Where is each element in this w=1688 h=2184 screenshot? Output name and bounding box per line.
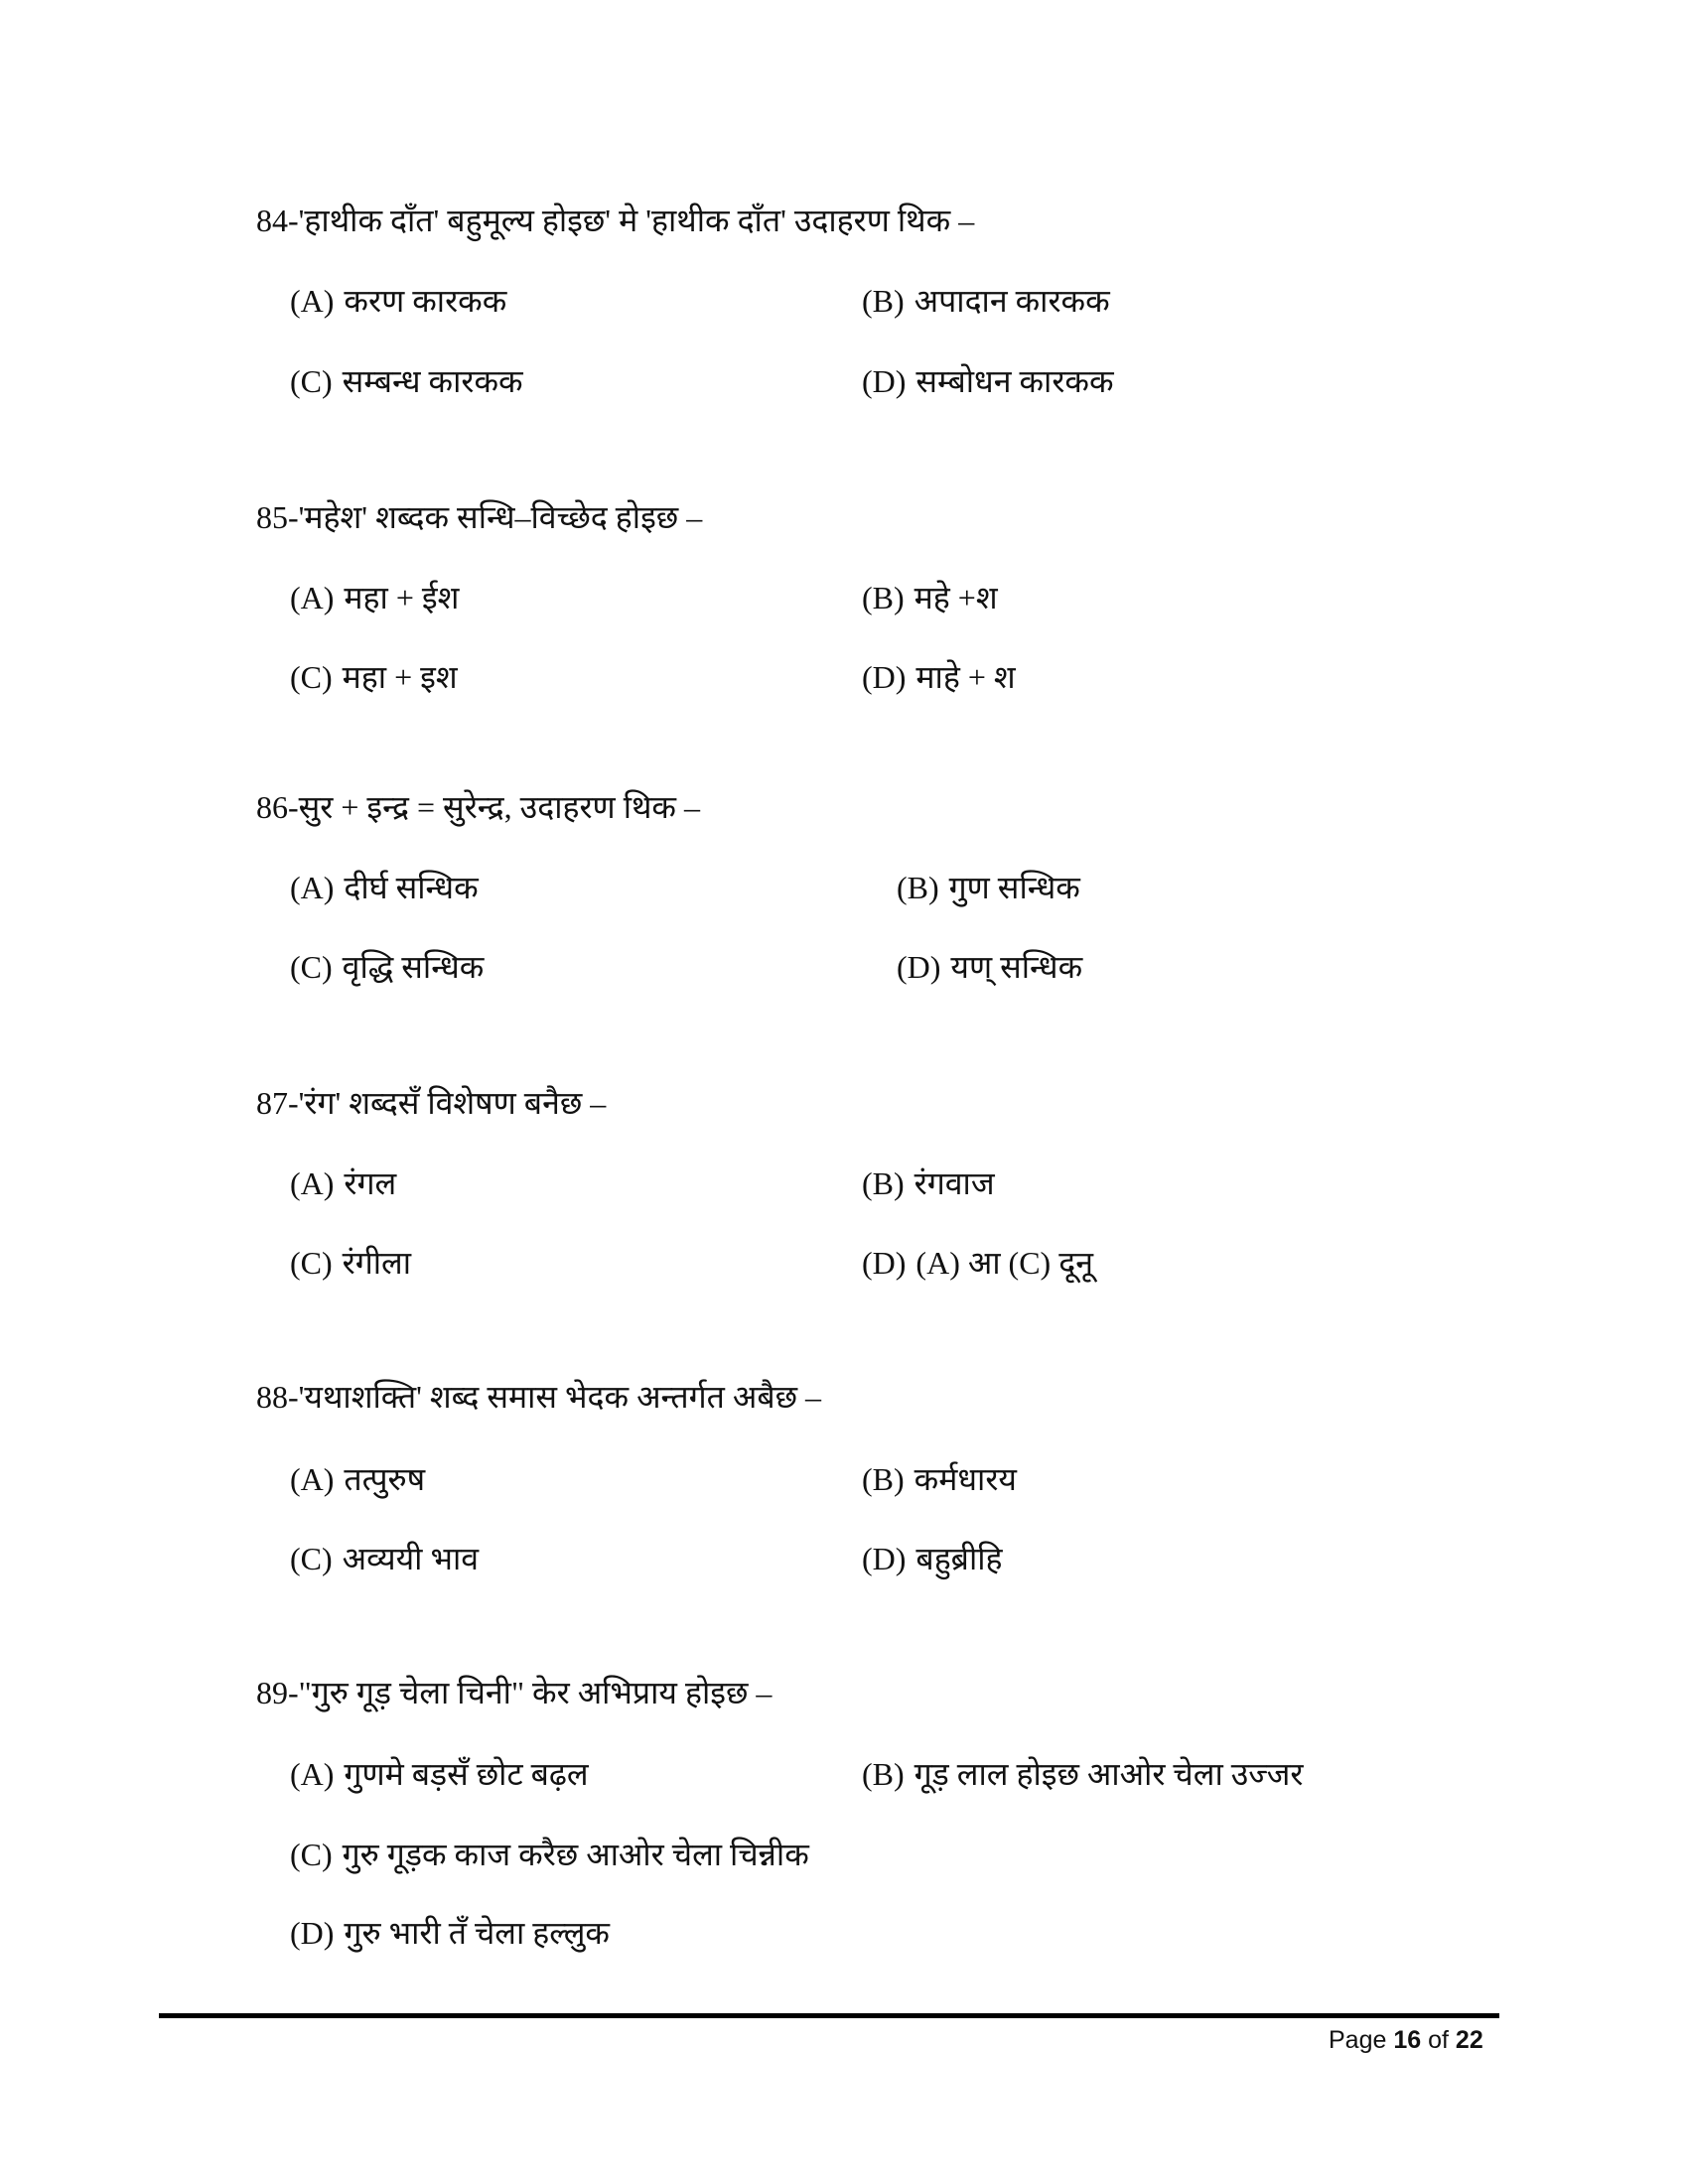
option-label: (B) bbox=[862, 1756, 905, 1792]
question-88 bbox=[256, 1377, 821, 1417]
option-label: (D) bbox=[862, 1245, 907, 1281]
option-88-a bbox=[290, 1459, 425, 1499]
option-89-d bbox=[290, 1913, 610, 1953]
option-label: (B) bbox=[897, 870, 939, 905]
option-label: (B) bbox=[862, 283, 905, 319]
option-85-b bbox=[862, 578, 998, 617]
option-84-a bbox=[290, 281, 506, 321]
option-label: (A) bbox=[290, 283, 335, 319]
option-text: बहुब्रीहि bbox=[915, 1541, 1003, 1576]
option-text: अपादान कारकक bbox=[914, 283, 1110, 319]
option-88-b bbox=[862, 1459, 1017, 1499]
option-text: रंगल bbox=[344, 1165, 397, 1201]
option-86-a bbox=[290, 868, 479, 907]
option-label: (B) bbox=[862, 1165, 905, 1201]
option-label: (D) bbox=[897, 949, 941, 985]
option-text: रंगवाज bbox=[914, 1165, 995, 1201]
option-text: महा + इश bbox=[342, 659, 458, 695]
option-label: (C) bbox=[290, 363, 333, 399]
option-text: रंगीला bbox=[342, 1245, 412, 1281]
option-87-d bbox=[862, 1243, 1093, 1283]
option-text: (A) आ (C) दूनू bbox=[915, 1245, 1093, 1281]
option-label: (D) bbox=[862, 1541, 907, 1576]
option-label: (C) bbox=[290, 949, 333, 985]
option-86-b bbox=[897, 868, 1080, 907]
option-85-c bbox=[290, 657, 458, 697]
option-89-c bbox=[290, 1835, 809, 1874]
option-text: सम्बन्ध कारकक bbox=[342, 363, 523, 399]
option-label: (B) bbox=[862, 580, 905, 615]
page-word: Page bbox=[1329, 2026, 1387, 2054]
option-86-d bbox=[897, 947, 1082, 987]
option-label: (C) bbox=[290, 659, 333, 695]
question-84 bbox=[256, 201, 974, 240]
question-text: 'रंग' शब्दसँ विशेषण बनैछ – bbox=[298, 1085, 607, 1121]
question-text: 'महेश' शब्दक सन्धि–विच्छेद होइछ – bbox=[298, 499, 703, 535]
question-number: 86- bbox=[256, 789, 299, 825]
option-text: यण् सन्धिक bbox=[950, 949, 1083, 985]
question-number: 89- bbox=[256, 1675, 299, 1710]
option-label: (C) bbox=[290, 1541, 333, 1576]
option-text: माहे + श bbox=[915, 659, 1016, 695]
question-89 bbox=[256, 1673, 772, 1712]
option-87-a bbox=[290, 1163, 396, 1203]
question-text: 'हाथीक दाँत' बहुमूल्य होइछ' मे 'हाथीक दाँत' उदाहरण थिक – bbox=[298, 203, 975, 238]
option-89-b bbox=[862, 1754, 1303, 1794]
option-text: गुरु गूड़क काज करैछ आओर चेला चिन्नीक bbox=[342, 1837, 809, 1872]
question-text: सुर + इन्द्र = सुरेन्द्र, उदाहरण थिक – bbox=[298, 789, 701, 825]
option-text: दीर्घ सन्धिक bbox=[344, 870, 479, 905]
option-88-c bbox=[290, 1539, 479, 1578]
option-84-d bbox=[862, 361, 1114, 401]
question-number: 88- bbox=[256, 1379, 299, 1415]
total-pages: 22 bbox=[1455, 2026, 1483, 2054]
question-number: 85- bbox=[256, 499, 299, 535]
question-86 bbox=[256, 787, 700, 827]
question-87 bbox=[256, 1083, 606, 1123]
option-text: गुण सन्धिक bbox=[948, 870, 1080, 905]
option-text: वृद्धि सन्धिक bbox=[342, 949, 485, 985]
option-label: (A) bbox=[290, 870, 335, 905]
option-88-d bbox=[862, 1539, 1003, 1578]
footer-divider bbox=[159, 2013, 1499, 2018]
question-85 bbox=[256, 497, 702, 537]
question-number: 84- bbox=[256, 203, 299, 238]
option-label: (D) bbox=[862, 659, 907, 695]
current-page: 16 bbox=[1393, 2026, 1422, 2054]
option-label: (C) bbox=[290, 1245, 333, 1281]
option-label: (D) bbox=[862, 363, 907, 399]
option-text: गुणमे बड़सँ छोट बढ़ल bbox=[344, 1756, 589, 1792]
option-84-b bbox=[862, 281, 1110, 321]
option-label: (A) bbox=[290, 580, 335, 615]
option-85-d bbox=[862, 657, 1016, 697]
option-text: गुरु भारी तँ चेला हल्लुक bbox=[344, 1915, 610, 1951]
option-label: (D) bbox=[290, 1915, 335, 1951]
option-label: (A) bbox=[290, 1165, 335, 1201]
option-text: कर्मधारय bbox=[914, 1461, 1017, 1497]
option-text: गूड़ लाल होइछ आओर चेला उज्जर bbox=[914, 1756, 1304, 1792]
option-label: (A) bbox=[290, 1461, 335, 1497]
option-text: सम्बोधन कारकक bbox=[915, 363, 1114, 399]
question-text: "गुरु गूड़ चेला चिनी" केर अभिप्राय होइछ – bbox=[298, 1675, 773, 1710]
option-87-c bbox=[290, 1243, 411, 1283]
page-number bbox=[1329, 2025, 1483, 2055]
of-word: of bbox=[1428, 2026, 1449, 2054]
option-87-b bbox=[862, 1163, 995, 1203]
option-label: (A) bbox=[290, 1756, 335, 1792]
option-text: तत्पुरुष bbox=[344, 1461, 426, 1497]
option-text: करण कारकक bbox=[344, 283, 507, 319]
option-text: महा + ईश bbox=[344, 580, 460, 615]
option-89-a bbox=[290, 1754, 589, 1794]
question-text: 'यथाशक्ति' शब्द समास भेदक अन्तर्गत अबैछ – bbox=[298, 1379, 822, 1415]
option-84-c bbox=[290, 361, 523, 401]
question-number: 87- bbox=[256, 1085, 299, 1121]
option-text: अव्ययी भाव bbox=[342, 1541, 480, 1576]
option-text: महे +श bbox=[914, 580, 998, 615]
option-86-c bbox=[290, 947, 484, 987]
option-85-a bbox=[290, 578, 459, 617]
option-label: (B) bbox=[862, 1461, 905, 1497]
option-label: (C) bbox=[290, 1837, 333, 1872]
